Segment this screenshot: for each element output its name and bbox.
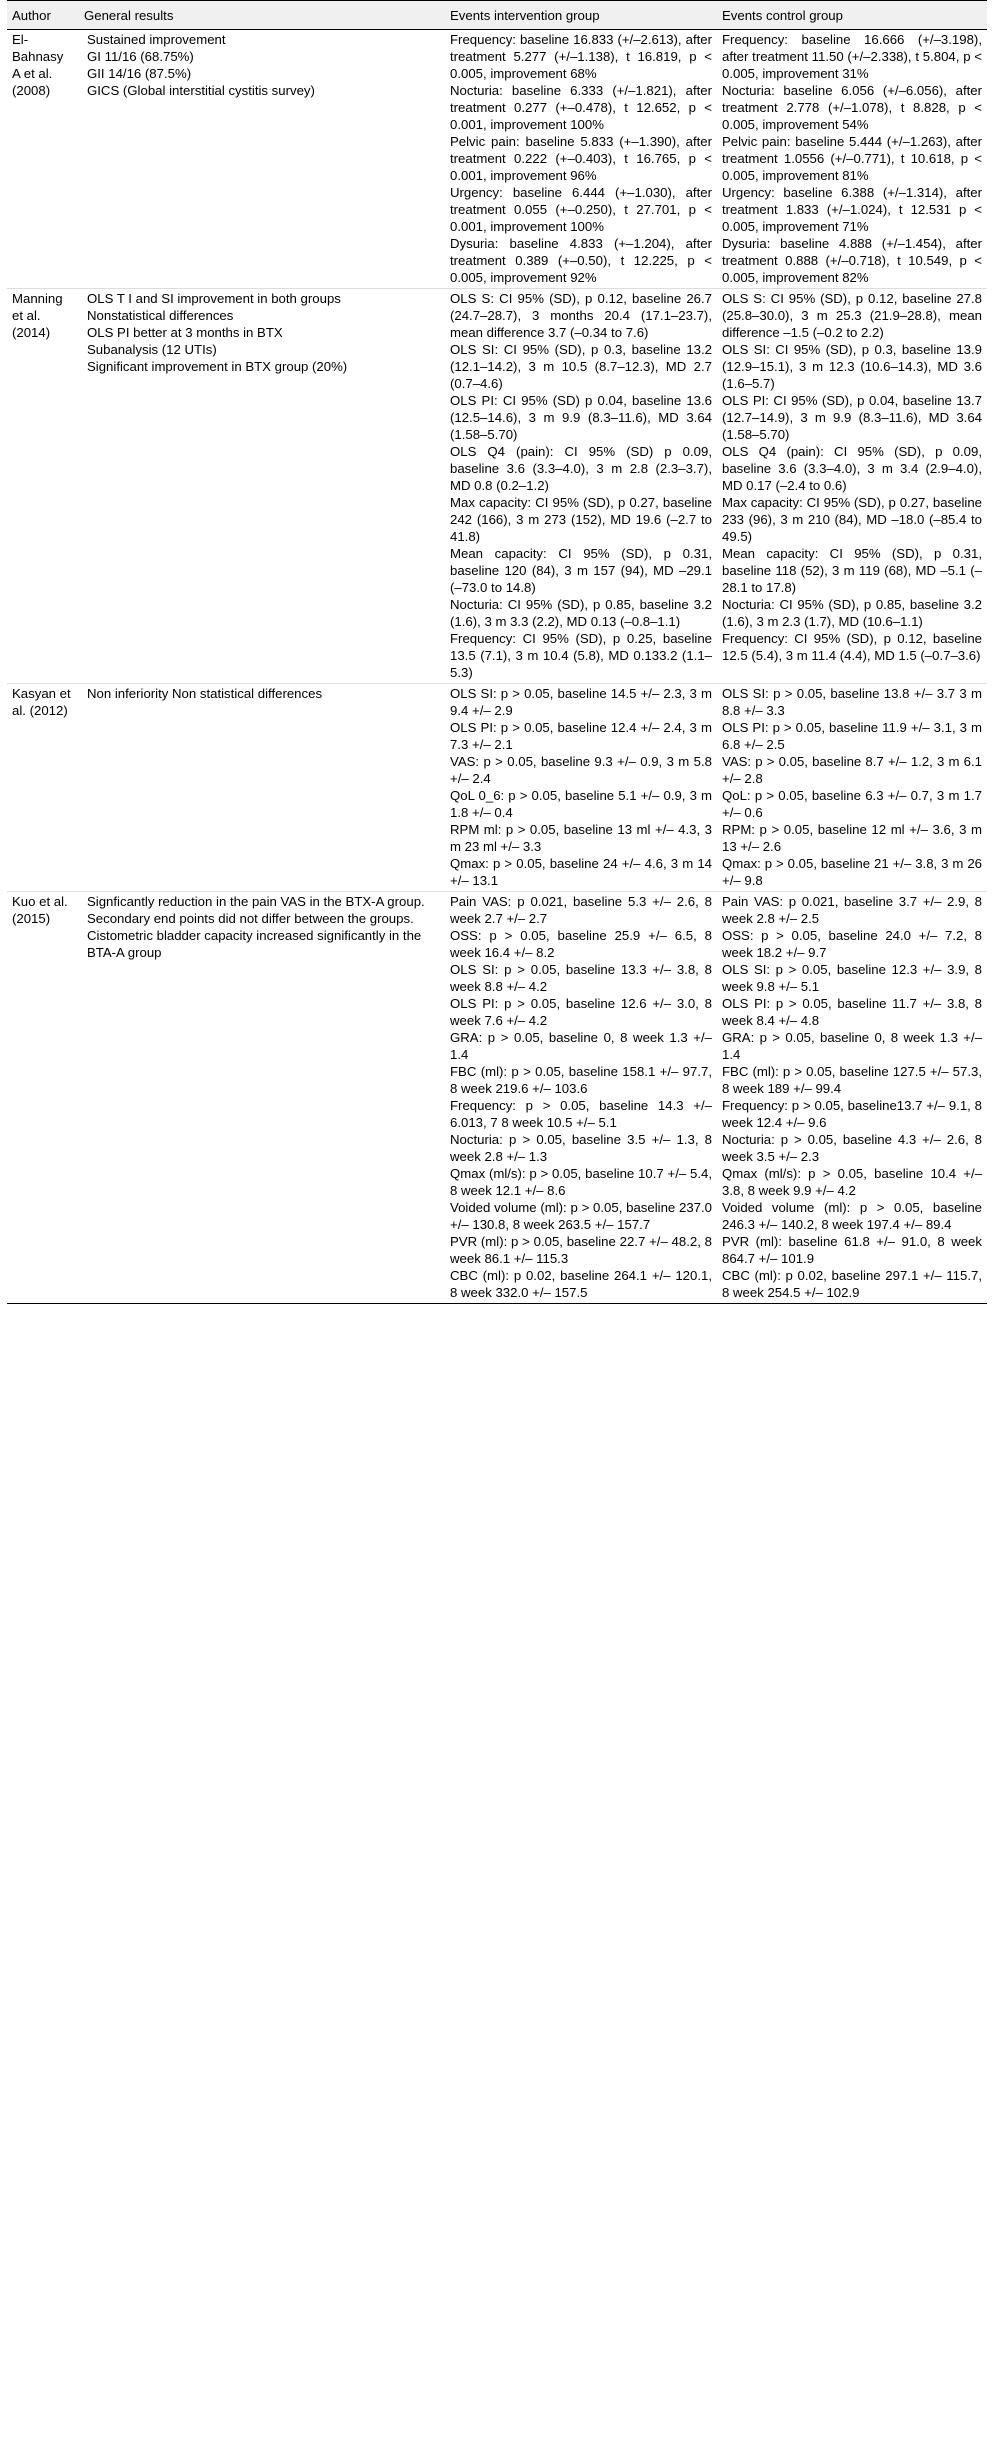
- events-intervention-cell: [445, 892, 717, 1304]
- event-entry: Voided volume (ml): p > 0.05, baseline 246.3 +/– 140.2, 8 week 197.4 +/– 89.4: [722, 1200, 982, 1232]
- event-entry: Pain VAS: p 0.021, baseline 3.7 +/– 2.9, 8 week 2.8 +/– 2.5: [722, 894, 982, 926]
- event-entry: OLS S: CI 95% (SD), p 0.12, baseline 27.8 (25.8–30.0), 3 m 25.3 (21.9–28.8), mean difference –1.5 (–0.2 to 2.2): [722, 291, 982, 340]
- event-entry: VAS: p > 0.05, baseline 9.3 +/– 0.9, 3 m 5.8 +/– 2.4: [450, 754, 712, 786]
- event-entry: Frequency: p > 0.05, baseline 14.3 +/– 6.013, 7 8 week 10.5 +/– 5.1: [450, 1098, 712, 1130]
- event-entry: Nocturia: CI 95% (SD), p 0.85, baseline 3.2 (1.6), 3 m 2.3 (1.7), MD (10.6–1.1): [722, 597, 982, 629]
- general-result-line: GII 14/16 (87.5%): [87, 66, 192, 81]
- event-entry: Voided volume (ml): p > 0.05, baseline 237.0 +/– 130.8, 8 week 263.5 +/– 157.7: [450, 1200, 712, 1232]
- event-entry: PVR (ml): p > 0.05, baseline 22.7 +/– 48.2, 8 week 86.1 +/– 115.3: [450, 1234, 712, 1266]
- general-results-cell: [79, 289, 445, 684]
- event-entry: QoL 0_6: p > 0.05, baseline 5.1 +/– 0.9, 3 m 1.8 +/– 0.4: [450, 788, 712, 820]
- event-entry: Urgency: baseline 6.444 (+–1.030), after treatment 0.055 (+–0.250), t 27.701, p < 0.001, improvement 100%: [450, 185, 712, 234]
- event-entry: OLS PI: p > 0.05, baseline 12.6 +/– 3.0, 8 week 7.6 +/– 4.2: [450, 996, 712, 1028]
- general-result-line: Significant improvement in BTX group (20%): [87, 359, 348, 374]
- event-entry: CBC (ml): p 0.02, baseline 264.1 +/– 120.1, 8 week 332.0 +/– 157.5: [450, 1268, 712, 1300]
- event-entry: Nocturia: p > 0.05, baseline 3.5 +/– 1.3, 8 week 2.8 +/– 1.3: [450, 1132, 712, 1164]
- results-table: [7, 0, 987, 1304]
- header-general-results: General results: [79, 1, 445, 30]
- event-entry: Max capacity: CI 95% (SD), p 0.27, baseline 242 (166), 3 m 273 (152), MD 19.6 (–2.7 to 41.8): [450, 495, 712, 544]
- event-entry: OLS PI: p > 0.05, baseline 11.9 +/– 3.1, 3 m 6.8 +/– 2.5: [722, 720, 982, 752]
- events-control-cell: [717, 289, 987, 684]
- author-cell: Kasyan et al. (2012): [7, 684, 79, 892]
- event-entry: Nocturia: CI 95% (SD), p 0.85, baseline 3.2 (1.6), 3 m 3.3 (2.2), MD 0.13 (–0.8–1.1): [450, 597, 712, 629]
- event-entry: CBC (ml): p 0.02, baseline 297.1 +/– 115.7, 8 week 254.5 +/– 102.9: [722, 1268, 982, 1300]
- event-entry: Frequency: p > 0.05, baseline13.7 +/– 9.1, 8 week 12.4 +/– 9.6: [722, 1098, 982, 1130]
- event-entry: FBC (ml): p > 0.05, baseline 127.5 +/– 57.3, 8 week 189 +/– 99.4: [722, 1064, 982, 1096]
- event-entry: Urgency: baseline 6.388 (+/–1.314), after treatment 1.833 (+/–1.024), t 12.531 p < 0.005, improvement 71%: [722, 185, 982, 234]
- header-events-control: Events control group: [717, 1, 987, 30]
- events-intervention-cell: [445, 289, 717, 684]
- general-results-cell: [79, 30, 445, 289]
- events-control-cell: [717, 30, 987, 289]
- event-entry: QoL: p > 0.05, baseline 6.3 +/– 0.7, 3 m 1.7 +/– 0.6: [722, 788, 982, 820]
- event-entry: OLS SI: p > 0.05, baseline 14.5 +/– 2.3, 3 m 9.4 +/– 2.9: [450, 686, 712, 718]
- table-row: [7, 892, 987, 1304]
- general-result-line: Sustained improvement: [87, 32, 226, 47]
- event-entry: OLS SI: CI 95% (SD), p 0.3, baseline 13.2 (12.1–14.2), 3 m 10.5 (8.7–12.3), MD 2.7 (0.7–4.6): [450, 342, 712, 391]
- event-entry: Pelvic pain: baseline 5.833 (+–1.390), after treatment 0.222 (+–0.403), t 16.765, p < 0.001, improvement 96%: [450, 134, 712, 183]
- event-entry: GRA: p > 0.05, baseline 0, 8 week 1.3 +/– 1.4: [722, 1030, 982, 1062]
- event-entry: Max capacity: CI 95% (SD), p 0.27, baseline 233 (96), 3 m 210 (84), MD –18.0 (–85.4 to 49.5): [722, 495, 982, 544]
- table-row: [7, 30, 987, 289]
- event-entry: Qmax (ml/s): p > 0.05, baseline 10.4 +/– 3.8, 8 week 9.9 +/– 4.2: [722, 1166, 982, 1198]
- general-result-line: OLS PI better at 3 months in BTX: [87, 325, 283, 340]
- header-events-intervention: Events intervention group: [445, 1, 717, 30]
- event-entry: Pelvic pain: baseline 5.444 (+/–1.263), after treatment 1.0556 (+/–0.771), t 10.618, p < 0.005, improvement 81%: [722, 134, 982, 183]
- event-entry: Qmax (ml/s): p > 0.05, baseline 10.7 +/– 5.4, 8 week 12.1 +/– 8.6: [450, 1166, 712, 1198]
- general-result-line: Subanalysis (12 UTIs): [87, 342, 217, 357]
- general-results-cell: [79, 684, 445, 892]
- event-entry: Qmax: p > 0.05, baseline 24 +/– 4.6, 3 m 14 +/– 13.1: [450, 856, 712, 888]
- general-results-cell: [79, 892, 445, 1304]
- events-intervention-cell: [445, 30, 717, 289]
- event-entry: OSS: p > 0.05, baseline 25.9 +/– 6.5, 8 week 16.4 +/– 8.2: [450, 928, 712, 960]
- general-result-line: GI 11/16 (68.75%): [87, 49, 194, 64]
- event-entry: GRA: p > 0.05, baseline 0, 8 week 1.3 +/– 1.4: [450, 1030, 712, 1062]
- general-result-line: OLS T I and SI improvement in both groups: [87, 291, 341, 306]
- event-entry: VAS: p > 0.05, baseline 8.7 +/– 1.2, 3 m 6.1 +/– 2.8: [722, 754, 982, 786]
- table-body: [7, 30, 987, 1304]
- event-entry: Qmax: p > 0.05, baseline 21 +/– 3.8, 3 m 26 +/– 9.8: [722, 856, 982, 888]
- event-entry: FBC (ml): p > 0.05, baseline 158.1 +/– 97.7, 8 week 219.6 +/– 103.6: [450, 1064, 712, 1096]
- event-entry: OLS PI: p > 0.05, baseline 11.7 +/– 3.8, 8 week 8.4 +/– 4.8: [722, 996, 982, 1028]
- author-cell: El-Bahnasy A et al. (2008): [7, 30, 79, 289]
- general-result-line: Signficantly reduction in the pain VAS in the BTX-A group. Secondary end points did not differ between the groups. Cistometric bladder capacity increased significantly in the BTA-A group: [87, 894, 425, 960]
- event-entry: Nocturia: baseline 6.333 (+/–1.821), after treatment 0.277 (+–0.478), t 12.652, p < 0.001, improvement 100%: [450, 83, 712, 132]
- event-entry: Frequency: CI 95% (SD), p 0.25, baseline 13.5 (7.1), 3 m 10.4 (5.8), MD 0.133.2 (1.1–5.3): [450, 631, 712, 680]
- event-entry: RPM: p > 0.05, baseline 12 ml +/– 3.6, 3 m 13 +/– 2.6: [722, 822, 982, 854]
- table-row: [7, 684, 987, 892]
- events-control-cell: [717, 892, 987, 1304]
- event-entry: Dysuria: baseline 4.888 (+/–1.454), after treatment 0.888 (+/–0.718), t 10.549, p < 0.005, improvement 82%: [722, 236, 982, 285]
- general-result-line: Non inferiority Non statistical differences: [87, 686, 323, 701]
- general-result-line: Nonstatistical differences: [87, 308, 234, 323]
- event-entry: Dysuria: baseline 4.833 (+–1.204), after treatment 0.389 (+–0.50), t 12.225, p < 0.005, improvement 92%: [450, 236, 712, 285]
- author-cell: Kuo et al. (2015): [7, 892, 79, 1304]
- general-result-line: GICS (Global interstitial cystitis survey): [87, 83, 315, 98]
- event-entry: OLS SI: p > 0.05, baseline 13.3 +/– 3.8, 8 week 8.8 +/– 4.2: [450, 962, 712, 994]
- event-entry: OLS PI: CI 95% (SD) p 0.04, baseline 13.6 (12.5–14.6), 3 m 9.9 (8.3–11.6), MD 3.64 (1.58–5.70): [450, 393, 712, 442]
- event-entry: Nocturia: baseline 6.056 (+/–6.056), after treatment 2.778 (+/–1.078), t 8.828, p < 0.005, improvement 54%: [722, 83, 982, 132]
- events-control-cell: [717, 684, 987, 892]
- event-entry: Mean capacity: CI 95% (SD), p 0.31, baseline 118 (52), 3 m 119 (68), MD –5.1 (–28.1 to 17.8): [722, 546, 982, 595]
- table-header: [7, 1, 987, 30]
- events-intervention-cell: [445, 684, 717, 892]
- event-entry: OLS PI: p > 0.05, baseline 12.4 +/– 2.4, 3 m 7.3 +/– 2.1: [450, 720, 712, 752]
- author-cell: Manning et al. (2014): [7, 289, 79, 684]
- event-entry: OLS Q4 (pain): CI 95% (SD) p 0.09, baseline 3.6 (3.3–4.0), 3 m 2.8 (2.3–3.7), MD 0.8 (0.2–1.2): [450, 444, 712, 493]
- event-entry: OLS Q4 (pain): CI 95% (SD), p 0.09, baseline 3.6 (3.3–4.0), 3 m 3.4 (2.9–4.0), MD 0.17 (–2.4 to 0.6): [722, 444, 982, 493]
- event-entry: Mean capacity: CI 95% (SD), p 0.31, baseline 120 (84), 3 m 157 (94), MD –29.1 (–73.0 to 14.8): [450, 546, 712, 595]
- event-entry: OLS SI: p > 0.05, baseline 13.8 +/– 3.7 3 m 8.8 +/– 3.3: [722, 686, 982, 718]
- event-entry: Frequency: baseline 16.833 (+/–2.613), after treatment 5.277 (+/–1.138), t 16.819, p < 0.005, improvement 68%: [450, 32, 712, 81]
- event-entry: OLS PI: CI 95% (SD), p 0.04, baseline 13.7 (12.7–14.9), 3 m 9.9 (8.3–11.6), MD 3.64 (1.58–5.70): [722, 393, 982, 442]
- event-entry: Frequency: baseline 16.666 (+/–3.198), after treatment 11.50 (+/–2.338), t 5.804, p < 0.005, improvement 31%: [722, 32, 982, 81]
- event-entry: OLS S: CI 95% (SD), p 0.12, baseline 26.7 (24.7–28.7), 3 months 20.4 (17.1–23.7), mean difference 3.7 (–0.34 to 7.6): [450, 291, 712, 340]
- event-entry: Nocturia: p > 0.05, baseline 4.3 +/– 2.6, 8 week 3.5 +/– 2.3: [722, 1132, 982, 1164]
- event-entry: Pain VAS: p 0.021, baseline 5.3 +/– 2.6, 8 week 2.7 +/– 2.7: [450, 894, 712, 926]
- event-entry: PVR (ml): baseline 61.8 +/– 91.0, 8 week 864.7 +/– 101.9: [722, 1234, 982, 1266]
- event-entry: OLS SI: CI 95% (SD), p 0.3, baseline 13.9 (12.9–15.1), 3 m 12.3 (10.6–14.3), MD 3.6 (1.6–5.7): [722, 342, 982, 391]
- table-row: [7, 289, 987, 684]
- header-author: Author: [7, 1, 79, 30]
- event-entry: RPM ml: p > 0.05, baseline 13 ml +/– 4.3, 3 m 23 ml +/– 3.3: [450, 822, 712, 854]
- event-entry: Frequency: CI 95% (SD), p 0.12, baseline 12.5 (5.4), 3 m 11.4 (4.4), MD 1.5 (–0.7–3.6): [722, 631, 982, 663]
- event-entry: OSS: p > 0.05, baseline 24.0 +/– 7.2, 8 week 18.2 +/– 9.7: [722, 928, 982, 960]
- event-entry: OLS SI: p > 0.05, baseline 12.3 +/– 3.9, 8 week 9.8 +/– 5.1: [722, 962, 982, 994]
